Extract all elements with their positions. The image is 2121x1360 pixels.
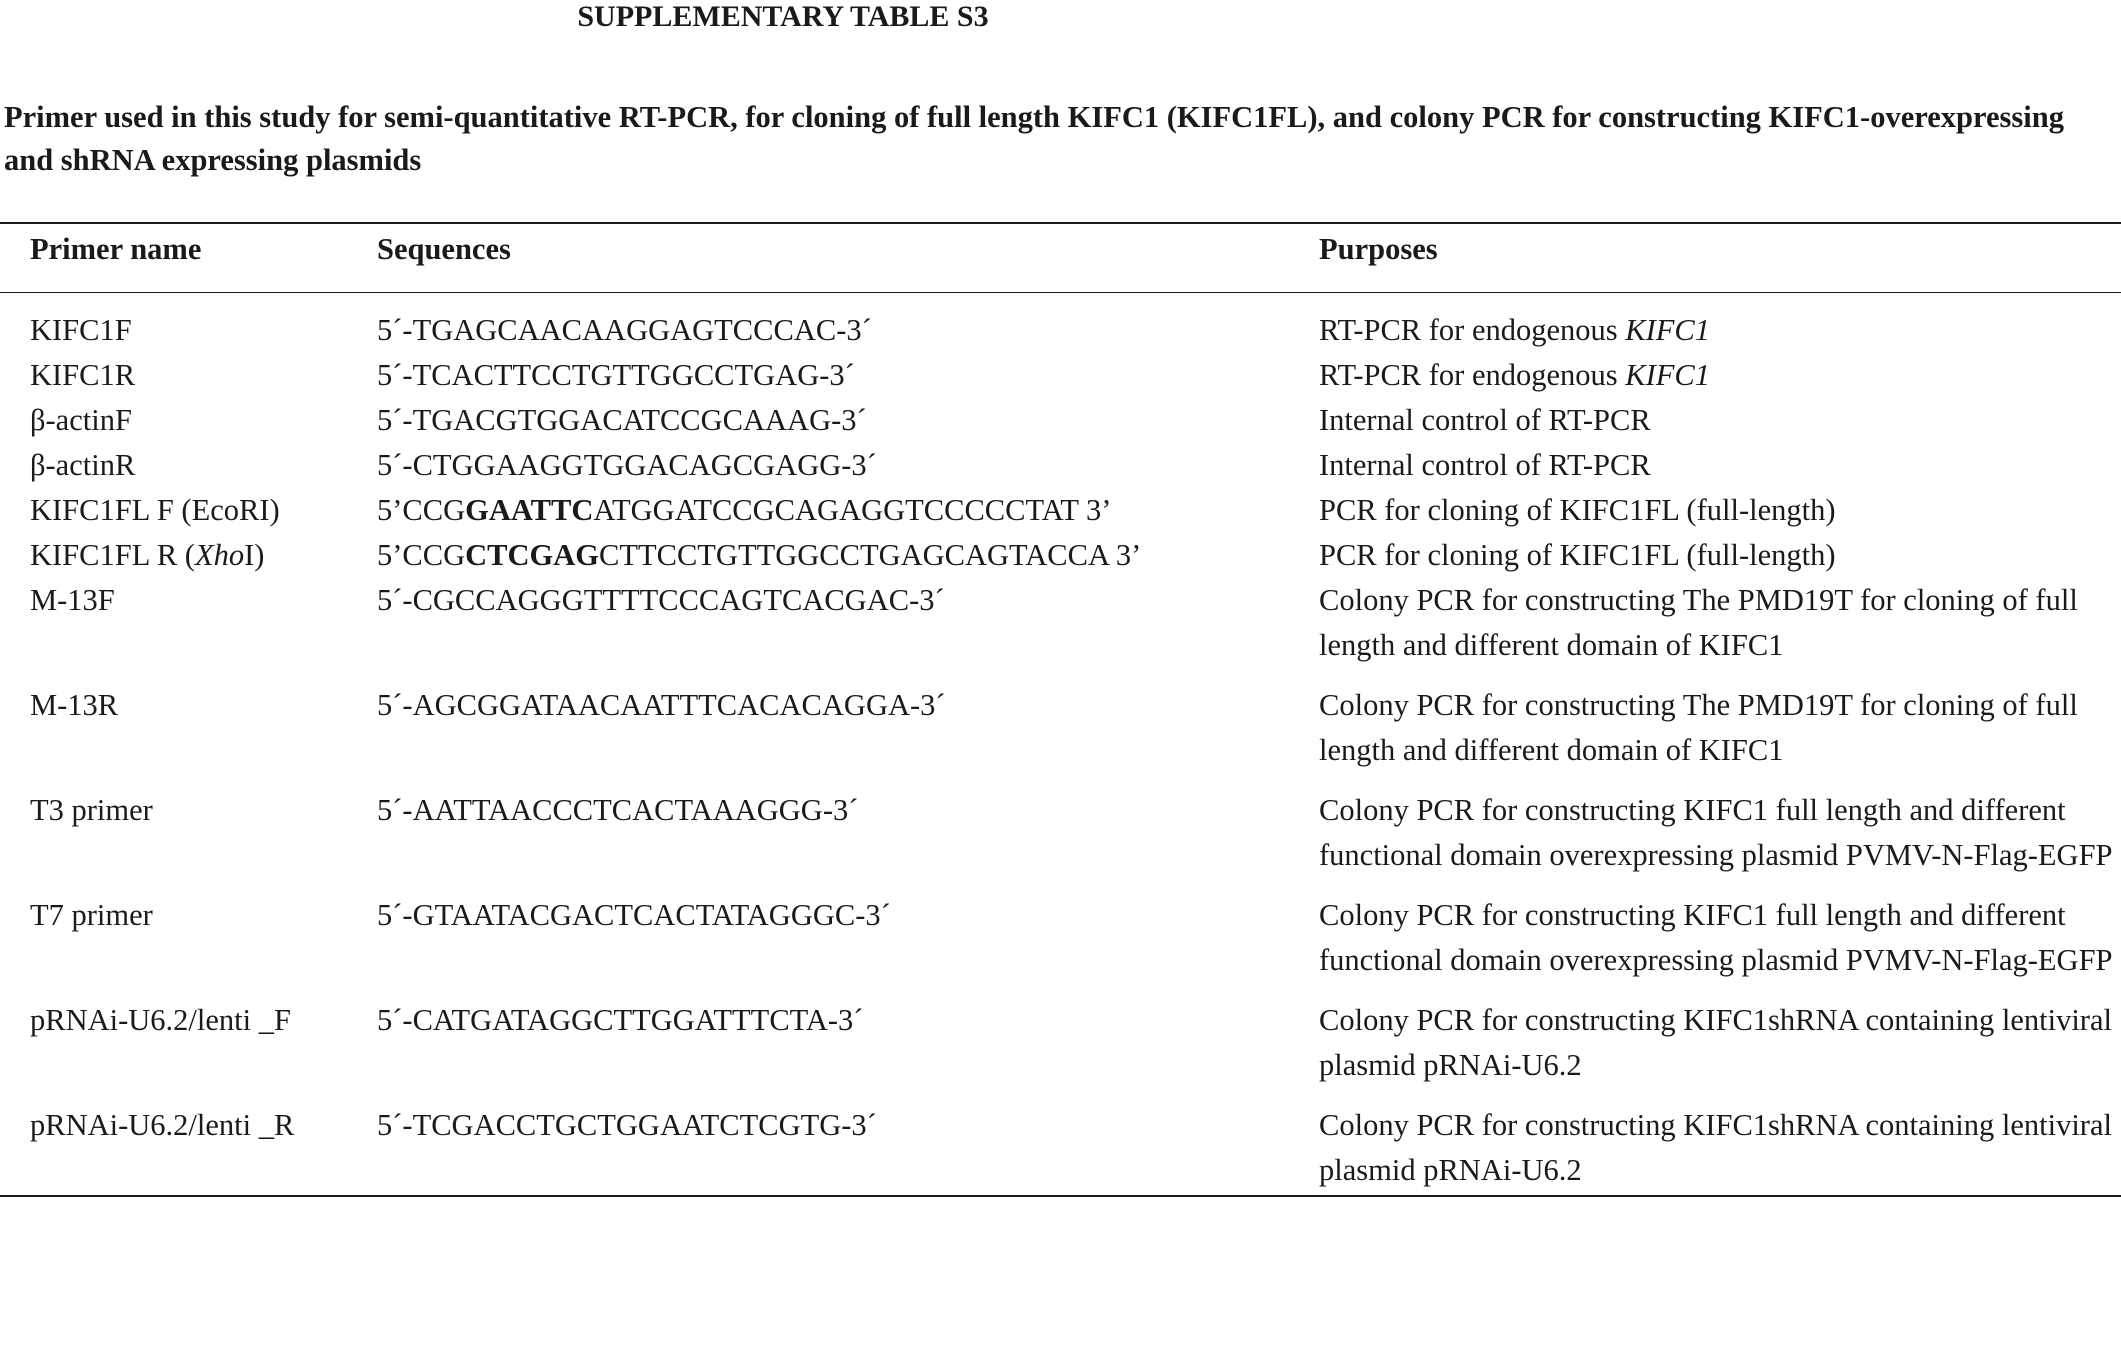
primer-purpose: Colony PCR for constructing The PMD19T for cloning of full length and different domain of KIFC1 — [1319, 688, 2078, 767]
primer-sequence: 5´-TGACGTGGACATCCGCAAAG-3´ — [377, 403, 867, 437]
primer-sequence: 5´-TGAGCAACAAGGAGTCCCAC-3´ — [377, 313, 872, 347]
restriction-site-bold: GAATTC — [465, 493, 594, 527]
primer-sequence — [347, 488, 1289, 533]
table-row — [0, 398, 2121, 443]
sequence-prefix: 5’CCG — [377, 538, 466, 572]
primer-name — [0, 533, 347, 578]
purpose-text: RT-PCR for endogenous — [1319, 313, 1626, 347]
primer-sequence: 5´-CGCCAGGGTTTTCCCAGTCACGAC-3´ — [377, 583, 945, 617]
table-row — [0, 488, 2121, 533]
primer-sequence: 5´-AATTAACCCTCACTAAAGGG-3´ — [377, 793, 859, 827]
primer-table — [0, 222, 2121, 1197]
restriction-site-bold: CTCGAG — [465, 538, 599, 572]
primer-name: T7 primer — [30, 898, 153, 932]
primer-name: M-13F — [30, 583, 115, 617]
name-prefix: KIFC1FL R ( — [30, 538, 195, 572]
primer-sequence: 5´-GTAATACGACTCACTATAGGGC-3´ — [377, 898, 891, 932]
primer-purpose: Internal control of RT-PCR — [1319, 403, 1651, 437]
primer-sequence: 5´-CTGGAAGGTGGACAGCGAGG-3´ — [377, 448, 877, 482]
primer-name: pRNAi-U6.2/lenti _F — [30, 1003, 291, 1037]
primer-purpose: Colony PCR for constructing KIFC1shRNA containing lentiviral plasmid pRNAi-U6.2 — [1289, 1088, 2121, 1196]
table-caption: Primer used in this study for semi-quantitative RT-PCR, for cloning of full length KIFC1 (KIFC1FL), and colony PCR for constructing KIFC1-overexpressing and shRNA expressing plasmids — [4, 100, 2064, 177]
table-heading: SUPPLEMENTARY TABLE S3 — [577, 0, 989, 33]
header-sequences: Sequences — [347, 223, 1289, 293]
header-row — [0, 223, 2121, 293]
enzyme-name-italic: Xho — [194, 538, 245, 572]
primer-name: T3 primer — [30, 793, 153, 827]
gene-name-italic: KIFC1 — [1625, 358, 1711, 392]
primer-sequence: 5´-CATGATAGGCTTGGATTTCTA-3´ — [377, 1003, 864, 1037]
primer-sequence — [347, 533, 1289, 578]
table-row — [0, 353, 2121, 398]
primer-purpose — [1289, 293, 2121, 354]
table-row — [0, 1088, 2121, 1196]
table-row — [0, 773, 2121, 878]
primer-name: KIFC1F — [30, 313, 132, 347]
primer-purpose: Colony PCR for constructing KIFC1 full length and different functional domain overexpressing plasmid PVMV-N-Flag-EGFP — [1319, 793, 2113, 872]
primer-purpose: PCR for cloning of KIFC1FL (full-length) — [1319, 538, 1836, 572]
table-row — [0, 578, 2121, 668]
sequence-suffix: ATGGATCCGCAGAGGTCCCCCTAT 3’ — [593, 493, 1112, 527]
primer-purpose — [1289, 353, 2121, 398]
primer-name: β-actinF — [30, 403, 132, 437]
table-row — [0, 443, 2121, 488]
primer-purpose: Internal control of RT-PCR — [1319, 448, 1651, 482]
primer-purpose: Colony PCR for constructing KIFC1 full length and different functional domain overexpressing plasmid PVMV-N-Flag-EGFP — [1319, 898, 2113, 977]
header-primer-name: Primer name — [0, 223, 347, 293]
table-row — [0, 668, 2121, 773]
purpose-text: RT-PCR for endogenous — [1319, 358, 1626, 392]
primer-purpose: Colony PCR for constructing The PMD19T for cloning of full length and different domain of KIFC1 — [1319, 583, 2078, 662]
primer-purpose: Colony PCR for constructing KIFC1shRNA containing lentiviral plasmid pRNAi-U6.2 — [1319, 1003, 2112, 1082]
name-suffix: I) — [244, 538, 265, 572]
primer-sequence: 5´-TCACTTCCTGTTGGCCTGAG-3´ — [377, 358, 855, 392]
primer-sequence: 5´-AGCGGATAACAATTTCACACAGGA-3´ — [377, 688, 946, 722]
table-row — [0, 983, 2121, 1088]
primer-name: pRNAi-U6.2/lenti _R — [0, 1088, 347, 1196]
primer-purpose: PCR for cloning of KIFC1FL (full-length) — [1319, 493, 1836, 527]
table-row — [0, 533, 2121, 578]
sequence-suffix: CTTCCTGTTGGCCTGAGCAGTACCA 3’ — [599, 538, 1142, 572]
header-purposes: Purposes — [1289, 223, 2121, 293]
table-header — [0, 223, 2121, 293]
primer-name: KIFC1FL F (EcoRI) — [30, 493, 280, 527]
sequence-prefix: 5’CCG — [377, 493, 466, 527]
table-row — [0, 878, 2121, 983]
table-row — [0, 293, 2121, 354]
table-body — [0, 293, 2121, 1197]
primer-table-container — [0, 222, 2121, 1197]
primer-name: M-13R — [30, 688, 119, 722]
primer-name: KIFC1R — [30, 358, 136, 392]
primer-sequence: 5´-TCGACCTGCTGGAATCTCGTG-3´ — [347, 1088, 1289, 1196]
gene-name-italic: KIFC1 — [1625, 313, 1711, 347]
primer-name: β-actinR — [30, 448, 136, 482]
